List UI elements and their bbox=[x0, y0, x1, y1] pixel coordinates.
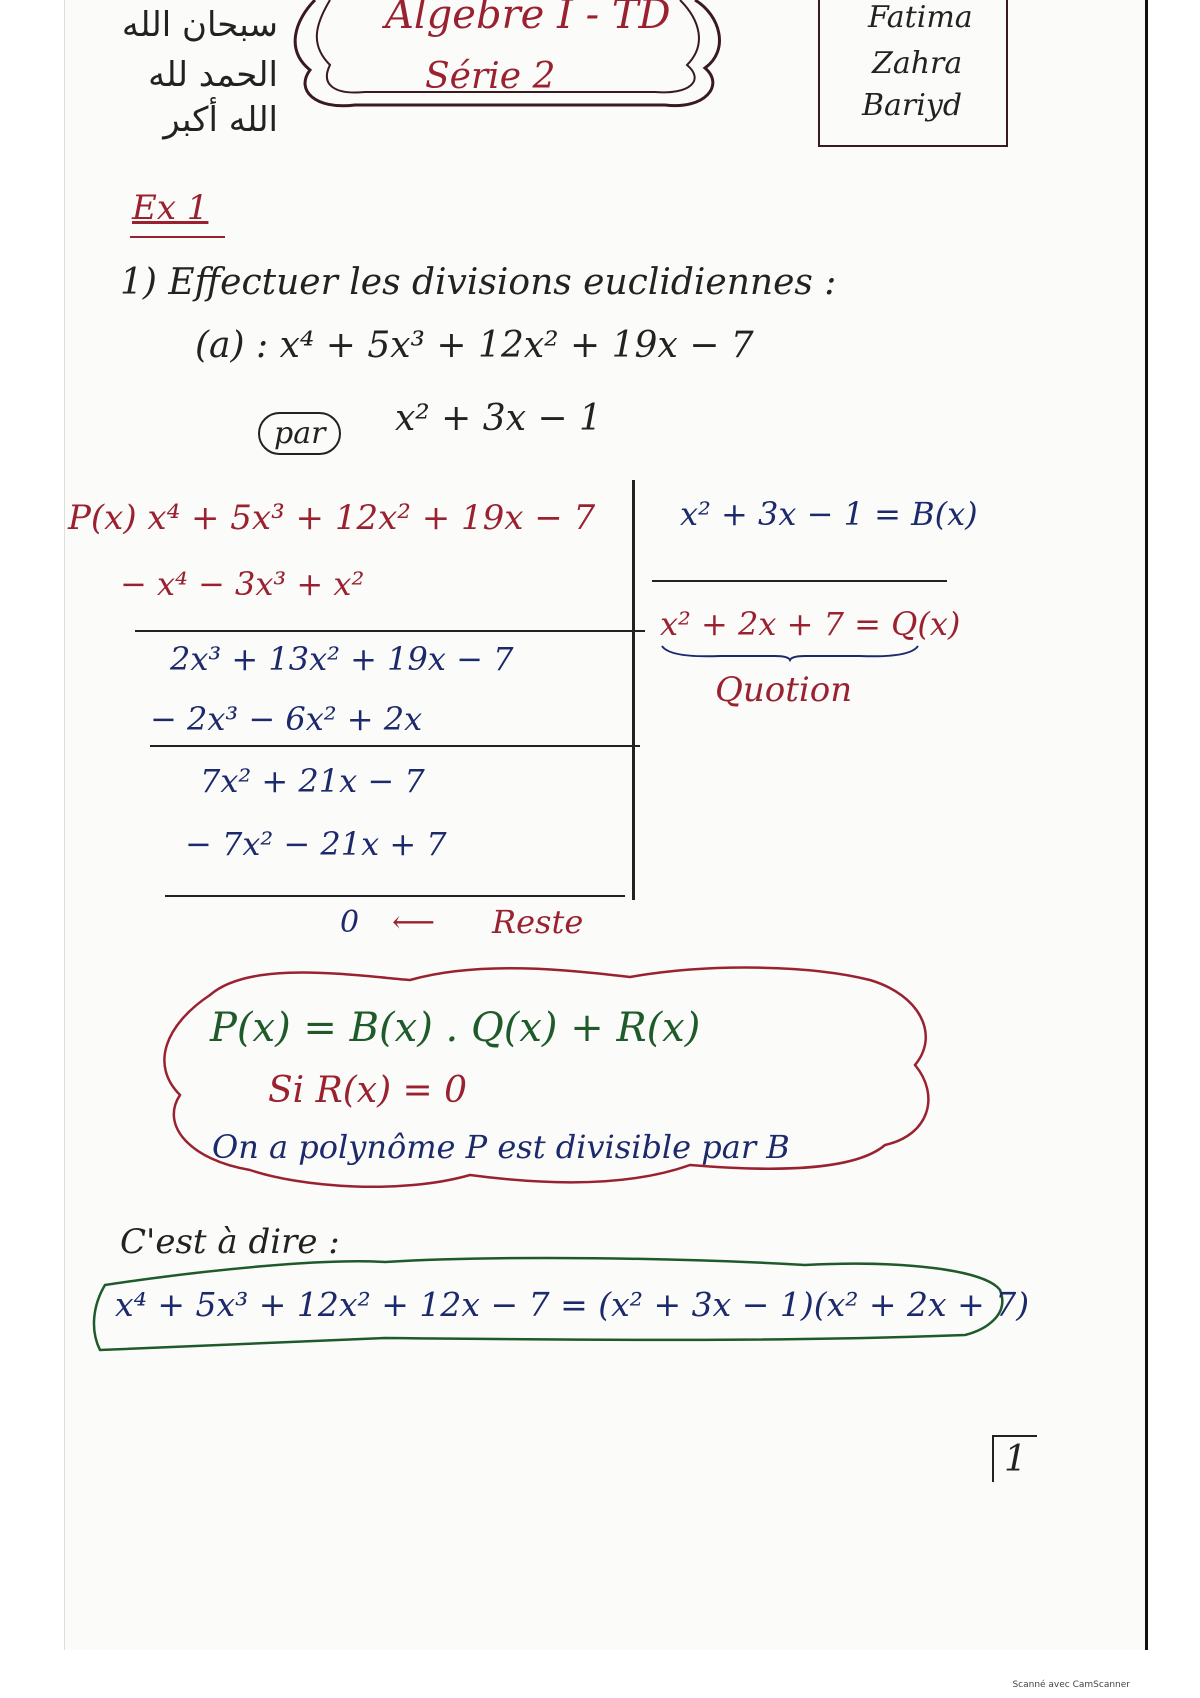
division-step-4: 7x² + 21x − 7 bbox=[200, 762, 425, 800]
exercise-label: Ex 1 bbox=[132, 188, 209, 228]
quotient: x² + 2x + 7 = Q(x) bbox=[660, 605, 961, 643]
page-subtitle: Série 2 bbox=[425, 56, 556, 97]
exercise-underline bbox=[130, 236, 225, 238]
quotient-label: Quotion bbox=[715, 670, 853, 710]
scanner-mark: Scanné avec CamScanner bbox=[1012, 1680, 1130, 1690]
divisor: x² + 3x − 1 = B(x) bbox=[680, 495, 978, 533]
note-condition: Si R(x) = 0 bbox=[268, 1070, 468, 1111]
note-conclusion: On a polynôme P est divisible par B bbox=[212, 1128, 790, 1166]
division-rule-3 bbox=[165, 895, 625, 897]
conclusion-identity: x⁴ + 5x³ + 12x² + 12x − 7 = (x² + 3x − 1)(x² + 2x + 7) bbox=[115, 1285, 1030, 1324]
division-step-1: − x⁴ − 3x³ + x² bbox=[120, 565, 365, 603]
page-number: 1 bbox=[992, 1435, 1037, 1482]
division-step-2: 2x³ + 13x² + 19x − 7 bbox=[170, 640, 514, 678]
conclusion-intro: C'est à dire : bbox=[120, 1222, 340, 1262]
division-rule-2 bbox=[150, 745, 640, 747]
division-vertical-bar bbox=[632, 480, 635, 900]
divisor-rule bbox=[652, 580, 947, 582]
remainder-label: Reste bbox=[492, 903, 584, 941]
exercise-question: 1) Effectuer les divisions euclidiennes : bbox=[120, 262, 837, 303]
exercise-part-a: (a) : x⁴ + 5x³ + 12x² + 19x − 7 bbox=[195, 325, 754, 366]
division-step-5: − 7x² − 21x + 7 bbox=[185, 825, 447, 863]
dividend: P(x) x⁴ + 5x³ + 12x² + 19x − 7 bbox=[68, 498, 596, 538]
quotient-brace bbox=[660, 642, 920, 662]
arabic-line-1: سبحان الله bbox=[121, 5, 278, 45]
arabic-line-2: الحمد لله bbox=[148, 55, 278, 95]
name-line-3: Bariyd bbox=[862, 88, 963, 123]
divisor-text: x² + 3x − 1 bbox=[395, 398, 602, 439]
remainder: 0 bbox=[340, 905, 360, 940]
par-label: par bbox=[258, 412, 341, 455]
page-title: Algebre I - TD bbox=[385, 0, 671, 38]
name-line-2: Zahra bbox=[872, 46, 963, 81]
division-step-3: − 2x³ − 6x² + 2x bbox=[150, 700, 423, 738]
remainder-arrow-icon: ⟵ bbox=[392, 905, 436, 940]
note-formula: P(x) = B(x) . Q(x) + R(x) bbox=[210, 1005, 701, 1051]
arabic-line-3: الله أكبر bbox=[163, 100, 278, 140]
division-rule-1 bbox=[135, 630, 645, 632]
name-line-1: Fatima bbox=[868, 0, 973, 35]
